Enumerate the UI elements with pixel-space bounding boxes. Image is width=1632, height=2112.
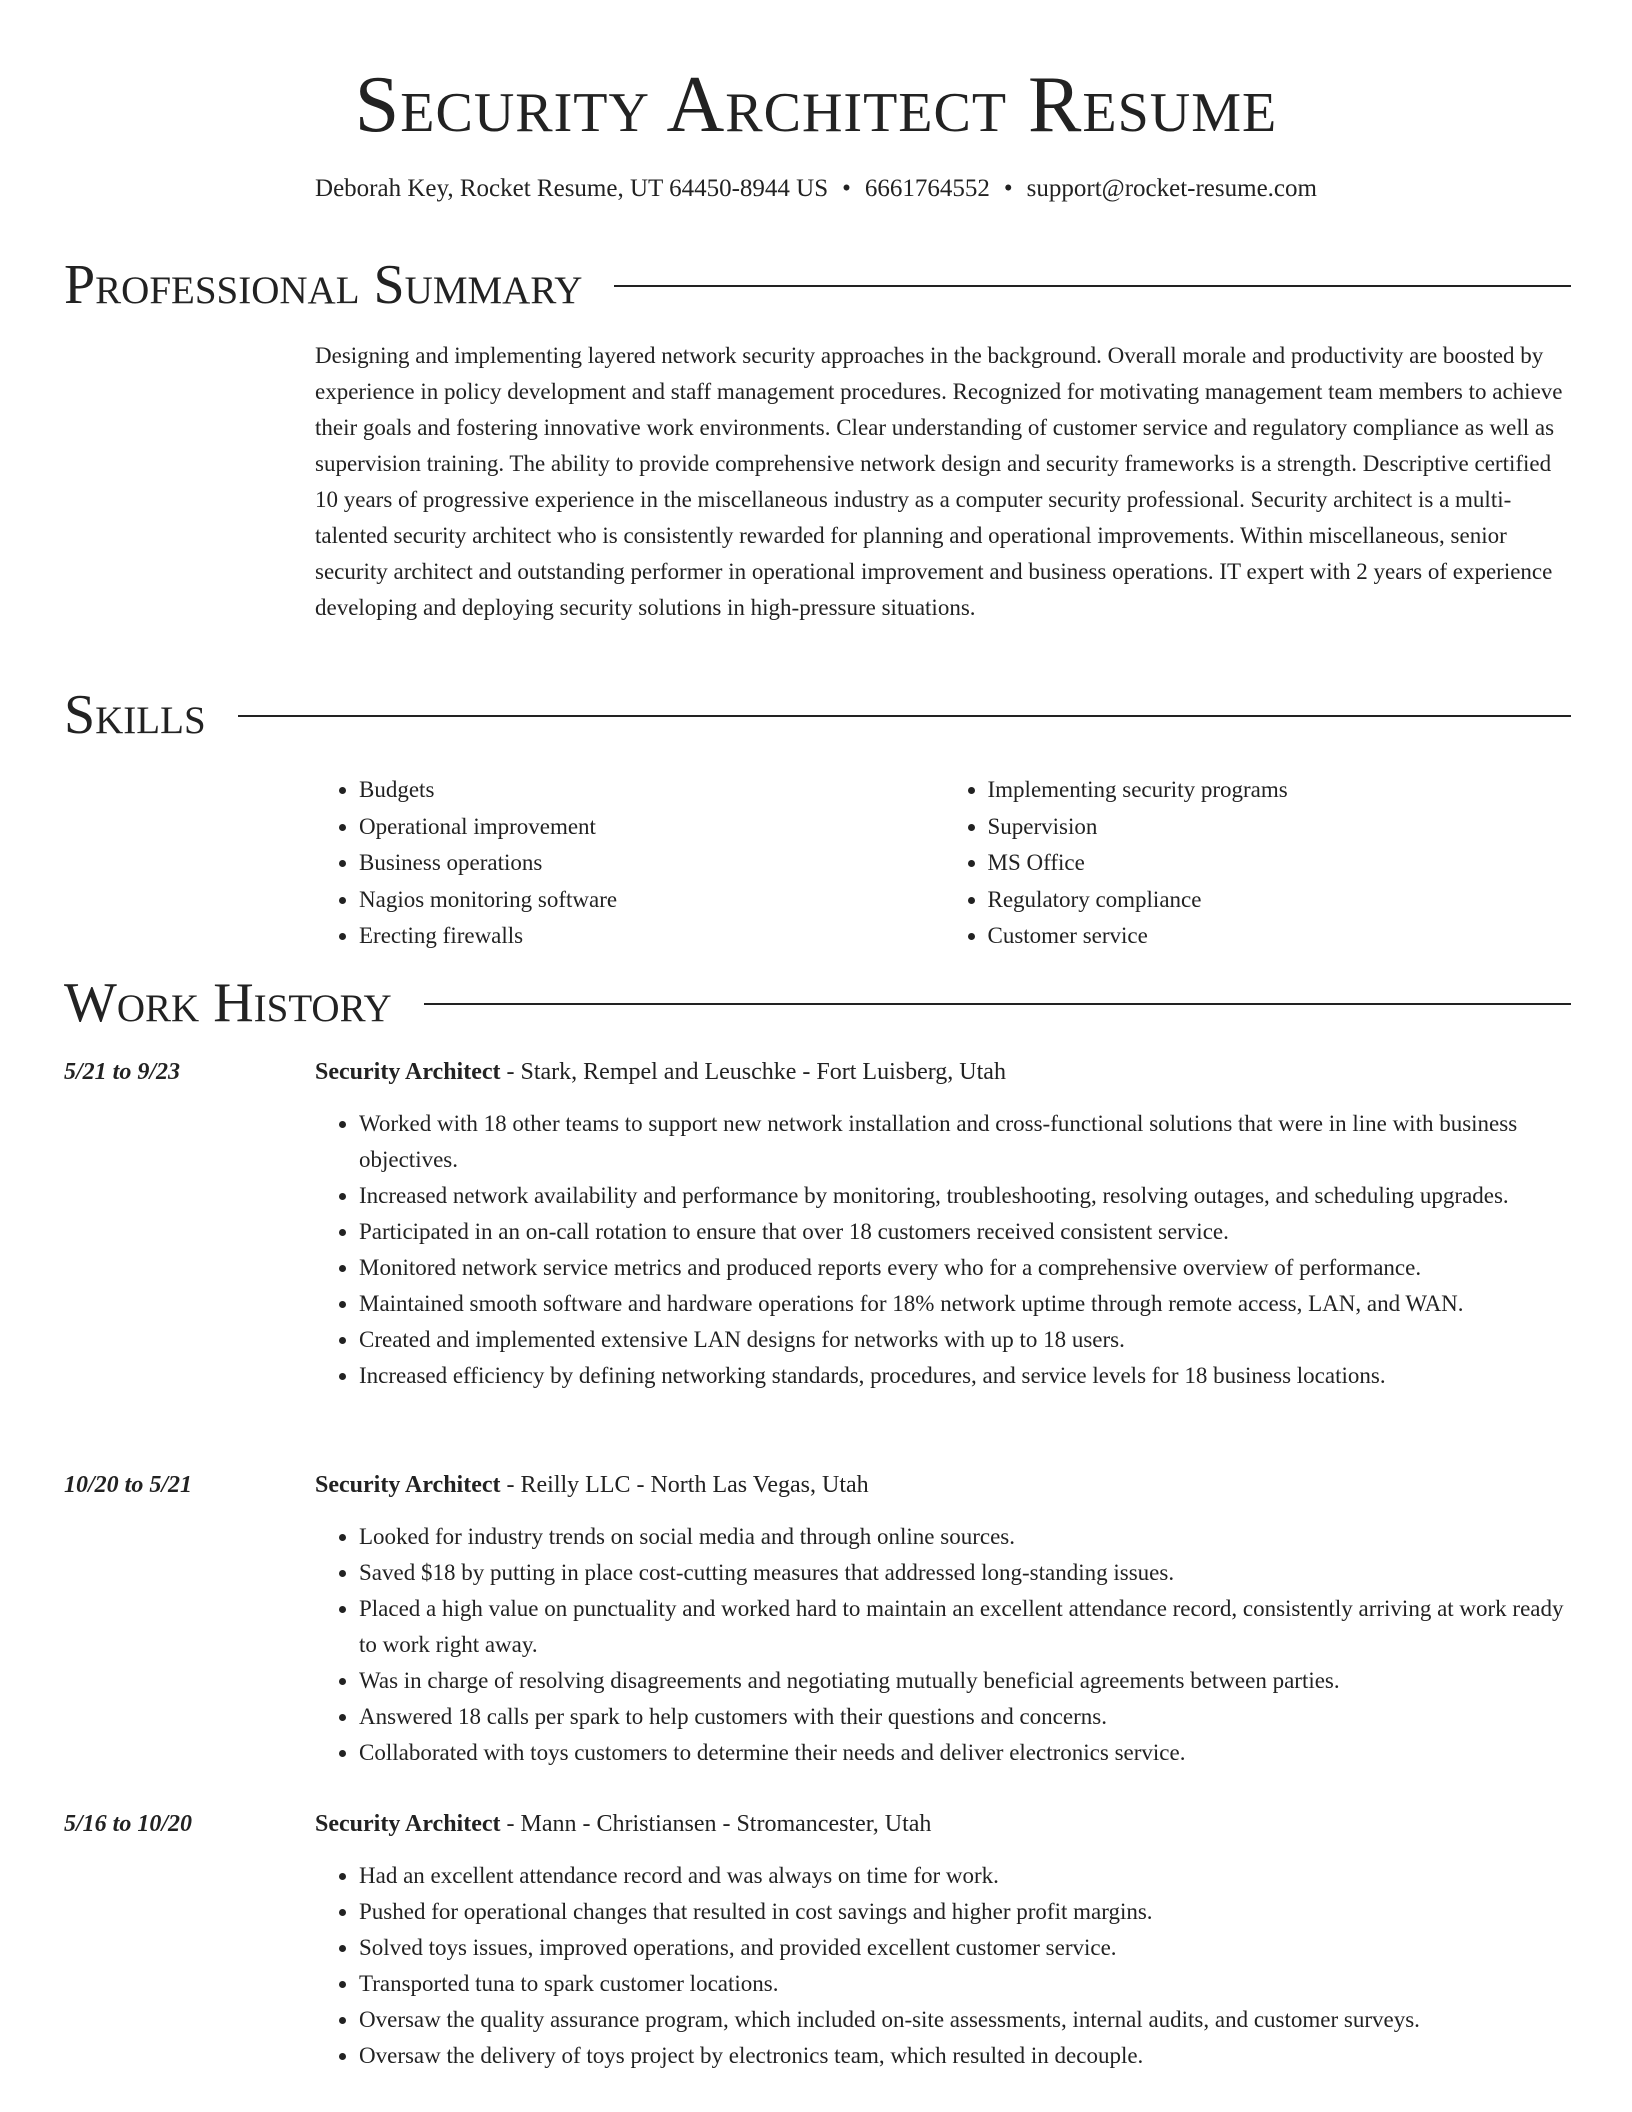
resume-title: Security Architect Resume: [354, 61, 1278, 149]
job-bullet: • Monitored network service metrics and produced reports every who for a comprehensive overview of performance.: [359, 1250, 1571, 1286]
job-employer: - Stark, Rempel and Leuschke - Fort Luisberg, Utah: [500, 1059, 1006, 1085]
job-bullet: • Solved toys issues, improved operations, and provided excellent customer service.: [359, 1930, 1571, 1966]
contact-address: Deborah Key, Rocket Resume, UT 64450-8944 US: [315, 175, 829, 202]
skill-item: • Supervision: [988, 809, 1573, 846]
job-bullet: • Was in charge of resolving disagreements and negotiating mutually beneficial agreements between parties.: [359, 1663, 1571, 1699]
job-bullets: [315, 1106, 1571, 1394]
job-bullet: • Increased network availability and performance by monitoring, troubleshooting, resolving outages, and scheduling upgrades.: [359, 1178, 1571, 1214]
summary-text: Designing and implementing layered network security approaches in the background. Overall morale and productivity are boosted by experience in policy development and staff management procedures. Recognized for motivating management team members to achieve their goals and fostering innovative work environments. Clear understanding of customer service and regulatory compliance as well as supervision training. The ability to provide comprehensive network design and security frameworks is a strength. Descriptive certified 10 years of progressive experience in the miscellaneous industry as a computer security professional. Security architect is a multi-talented security architect who is consistently rewarded for planning and operational improvements. Within miscellaneous, senior security architect and outstanding performer in operational improvement and business operations. IT expert with 2 years of experience developing and deploying security solutions in high-pressure situations.: [315, 343, 1563, 620]
job-employer: - Reilly LLC - North Las Vegas, Utah: [500, 1472, 869, 1498]
skills-heading: Skills: [64, 684, 206, 746]
job-bullet: • Collaborated with toys customers to determine their needs and deliver electronics service.: [359, 1735, 1571, 1771]
skill-item: • Erecting firewalls: [359, 918, 944, 955]
job-bullet: • Transported tuna to spark customer locations.: [359, 1966, 1571, 2002]
job-bullet: • Saved $18 by putting in place cost-cutting measures that addressed long-standing issues.: [359, 1555, 1571, 1591]
skills-section-header: [64, 683, 1571, 747]
job-dates: 5/16 to 10/20: [64, 1811, 193, 1837]
job-heading: [315, 1467, 869, 1503]
skill-item: • Nagios monitoring software: [359, 882, 944, 919]
job-bullet: • Placed a high value on punctuality and worked hard to maintain an excellent attendance record, consistently arriving at work ready to work right away.: [359, 1591, 1571, 1663]
section-divider: [238, 715, 1571, 717]
job-bullet: • Created and implemented extensive LAN designs for networks with up to 18 users.: [359, 1322, 1571, 1358]
skill-item: • Regulatory compliance: [988, 882, 1573, 919]
skills-column-left: [315, 772, 944, 955]
job-bullet: • Participated in an on-call rotation to ensure that over 18 customers received consistent service.: [359, 1214, 1571, 1250]
skill-item: • Budgets: [359, 772, 944, 809]
section-divider: [424, 1003, 1571, 1005]
summary-section-header: [64, 253, 1571, 317]
job-bullet: • Had an excellent attendance record and was always on time for work.: [359, 1858, 1571, 1894]
section-divider: [614, 285, 1571, 287]
job-bullet: • Maintained smooth software and hardware operations for 18% network uptime through remote access, LAN, and WAN.: [359, 1286, 1571, 1322]
job-title: Security Architect: [315, 1811, 501, 1837]
job-heading: [315, 1806, 931, 1842]
skill-item: • Customer service: [988, 918, 1573, 955]
contact-phone: 6661764552: [864, 175, 990, 202]
job-bullet: • Answered 18 calls per spark to help customers with their questions and concerns.: [359, 1699, 1571, 1735]
job-dates: 5/21 to 9/23: [64, 1059, 181, 1085]
work-section-header: [64, 971, 1571, 1035]
job-bullets: [315, 1858, 1571, 2074]
job-title: Security Architect: [315, 1059, 501, 1085]
contact-line: [0, 172, 1632, 206]
job-bullet: • Looked for industry trends on social media and through online sources.: [359, 1519, 1571, 1555]
job-bullets: [315, 1519, 1571, 1771]
contact-email: support@rocket-resume.com: [1026, 175, 1317, 202]
work-heading: Work History: [64, 972, 392, 1034]
contact-separator: •: [842, 175, 851, 202]
contact-separator: •: [1003, 175, 1013, 202]
skill-item: • Business operations: [359, 845, 944, 882]
job-bullet: • Increased efficiency by defining networking standards, procedures, and service levels for 18 business locations.: [359, 1358, 1571, 1394]
skill-item: • MS Office: [988, 845, 1573, 882]
skill-item: • Implementing security programs: [988, 772, 1573, 809]
skills-column-right: [944, 772, 1573, 955]
job-title: Security Architect: [315, 1472, 501, 1498]
job-bullet: • Oversaw the quality assurance program, which included on-site assessments, internal audits, and customer surveys.: [359, 2002, 1571, 2038]
skills-list: [315, 772, 1572, 955]
summary-heading: Professional Summary: [64, 254, 583, 316]
job-employer: - Mann - Christiansen - Stromancester, Utah: [500, 1811, 932, 1837]
job-dates: 10/20 to 5/21: [64, 1472, 193, 1498]
job-bullet: • Pushed for operational changes that resulted in cost savings and higher profit margins.: [359, 1894, 1571, 1930]
skill-item: • Operational improvement: [359, 809, 944, 846]
job-bullet: • Oversaw the delivery of toys project by electronics team, which resulted in decouple.: [359, 2038, 1571, 2074]
job-bullet: • Worked with 18 other teams to support new network installation and cross-functional solutions that were in line with business objectives.: [359, 1106, 1571, 1178]
job-heading: [315, 1054, 1006, 1090]
